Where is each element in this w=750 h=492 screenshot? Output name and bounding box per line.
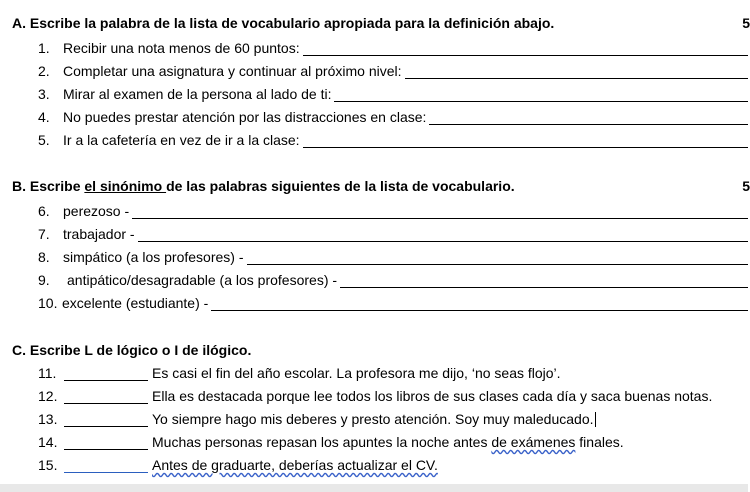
question-text: perezoso - [63,203,130,219]
question-number: 14. [38,434,58,450]
question-1 [38,38,748,56]
question-number: 1. [38,40,50,56]
question-text: Recibir una nota menos de 60 puntos: [63,40,300,56]
question-text: simpático (a los profesores) - [63,249,244,265]
section-b-heading [12,178,515,194]
answer-line[interactable] [405,65,748,79]
question-7 [38,224,748,242]
answer-line[interactable] [340,274,748,288]
answer-blank[interactable] [64,367,148,381]
question-number: 10. [38,295,58,311]
question-3 [38,84,748,102]
text-cursor [595,412,597,427]
question-number: 6. [38,203,50,219]
question-number: 2. [38,63,50,79]
question-text: Antes de graduarte, deberías actualizar el CV. [152,457,438,473]
question-10 [38,293,748,311]
answer-line[interactable] [303,42,748,56]
question-12 [38,386,712,404]
question-text: Completar una asignatura y continuar al próximo nivel: [63,63,402,79]
text-part: finales. [575,434,624,450]
question-number: 15. [38,457,58,473]
question-number: 11. [38,365,57,381]
heading-text: B. Escribe [12,178,85,194]
question-4 [38,107,748,125]
question-text: Ella es destacada porque lee todos los libros de sus clases cada día y saca buenas notas. [152,388,713,404]
question-number: 4. [38,109,50,125]
question-13 [38,409,596,427]
heading-text: de las palabras siguientes de la lista de vocabulario. [166,178,515,194]
answer-line[interactable] [247,251,748,265]
section-a-points: 5 [742,15,750,31]
question-11 [38,363,561,381]
question-text: trabajador - [63,226,135,242]
question-6 [38,201,748,219]
question-14 [38,432,624,450]
question-text [152,434,624,450]
section-c-heading: C. Escribe L de lógico o I de ilógico. [12,342,252,358]
question-number: 3. [38,86,50,102]
answer-blank[interactable] [64,413,148,427]
answer-line[interactable] [334,88,748,102]
answer-line[interactable] [138,228,748,242]
answer-blank[interactable] [64,459,148,473]
answer-blank[interactable] [64,436,148,450]
question-text: Mirar al examen de la persona al lado de ti: [63,86,332,102]
question-number: 13. [38,411,58,427]
question-text: antipático/desagradable (a los profesores) - [67,272,338,288]
question-text: Ir a la cafetería en vez de ir a la clase: [63,132,300,148]
heading-underlined-text: el sinónimo [84,178,167,194]
answer-blank[interactable] [64,390,148,404]
question-number: 9. [38,272,50,288]
answer-line[interactable] [211,297,748,311]
question-number: 5. [38,132,50,148]
question-number: 12. [38,388,58,404]
question-text: excelente (estudiante) - [62,295,209,311]
answer-line[interactable] [303,134,748,148]
question-2 [38,61,748,79]
answer-line[interactable] [132,205,748,219]
question-number: 7. [38,226,50,242]
question-8 [38,247,748,265]
section-a-heading: A. Escribe la palabra de la lista de vocabulario apropiada para la definición abajo. [12,15,555,31]
bottom-edge [0,484,748,492]
question-text: No puedes prestar atención por las distracciones en clase: [63,109,427,125]
answer-line[interactable] [429,111,748,125]
question-number: 8. [38,249,50,265]
question-9 [38,270,748,288]
question-text: Yo siempre hago mis deberes y presto atención. Soy muy maleducado. [152,411,594,427]
text-part: Muchas personas repasan los apuntes la noche antes [152,434,492,450]
question-15 [38,455,438,473]
question-5 [38,130,748,148]
section-b-points: 5 [742,178,750,194]
question-text: Es casi el fin del año escolar. La profesora me dijo, ‘no seas flojo’. [152,365,561,381]
spellcheck-flagged-text[interactable]: de exámenes [491,434,576,450]
